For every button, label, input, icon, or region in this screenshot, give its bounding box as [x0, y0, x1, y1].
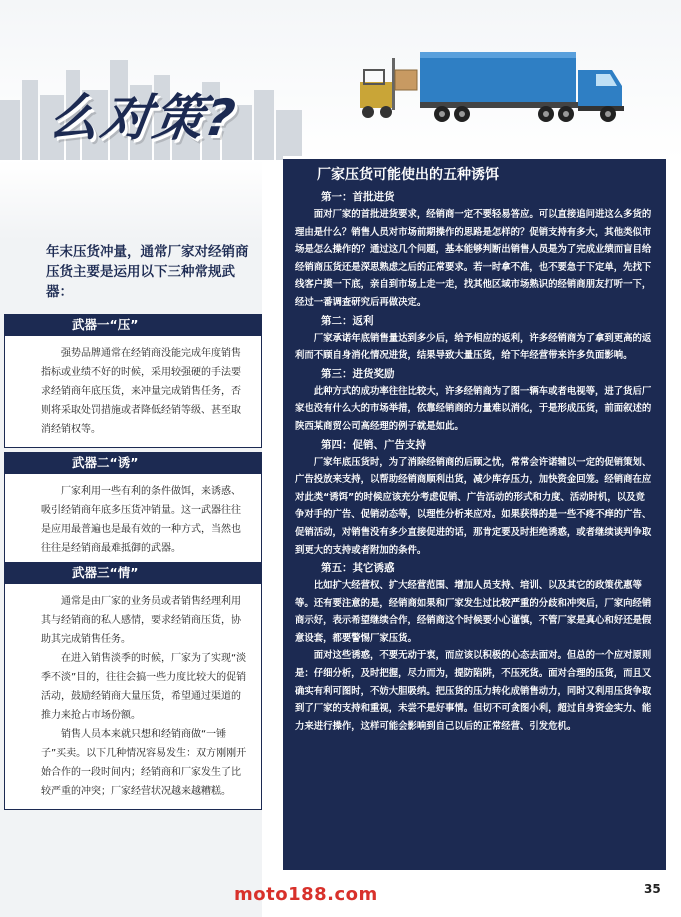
section-paragraph: 面对厂家的首批进货要求，经销商一定不要轻易答应。可以直接追问进这么多货的理由是什么？销售人员对市场前期操作的思路是怎样的？促销支持有多大，其他类似市场是怎么操作的？通过这几个问题，基本能够判断出销售人员是为了完成业绩而盲目给经销商压货还是深思熟虑之后的正常要求。若一时拿不准，也不要急于下定单，先找下线客户摸一下底，亲自到市场上走一走，找其他区域市场熟识的经销商朋友打听一下，经过一番调查研究后再做决定。	[295, 209, 652, 308]
intro-text: 年末压货冲量，通常厂家对经销商压货主要是运用以下三种常规武器：	[46, 244, 249, 300]
weapon-box-1	[4, 314, 262, 448]
section-heading: 第四：促销、广告支持	[321, 438, 426, 451]
weapon-paragraph: 销售人员本来就只想和经销商做“一锤子”买卖。以下几种情况容易发生：双方刚刚开始合作的一段时间内；经销商和厂家发生了比较严重的冲突；厂家经营状况越来越糟糕。	[41, 729, 247, 797]
weapon-paragraph: 强势品牌通常在经销商没能完成年度销售指标或业绩不好的时候，采用较强硬的手法要求经销商年底压货，来冲量完成销售任务，否则将采取处罚措施或者降低经销等级、甚至取消经销权等。	[41, 348, 241, 435]
weapon-box-3	[4, 562, 262, 810]
weapon-paragraph: 在进入销售淡季的时候，厂家为了实现“淡季不淡”目的，往往会搞一些力度比较大的促销活动，鼓励经销商大量压货，希望通过渠道的推力来抢占市场份额。	[41, 653, 247, 721]
weapon-paragraph: 厂家利用一些有利的条件做饵，来诱惑、吸引经销商年底多压货冲销量。这一武器往往是应用最普遍也是最有效的一种方式，当然也往往是经销商最难抵御的武器。	[41, 486, 241, 554]
section-paragraph: 比如扩大经营权、扩大经营范围、增加人员支持、培训、以及其它的政策优惠等等。还有要注意的是，经销商如果和厂家发生过比较严重的分歧和冲突后，厂家向经销商示好，表示希望继续合作，经销商这个时候要小心谨慎，不管厂家是真心和好还是假意设套，都要警惕厂家压货。	[295, 580, 652, 644]
section-paragraph: 厂家承诺年底销售量达到多少后，给予相应的返利，许多经销商为了拿到更高的返利而不顾自身消化情况进货，结果导致大量压货，给下年经营带来许多负面影响。	[295, 332, 652, 362]
weapon-heading: 武器一“压”	[4, 314, 262, 336]
weapon-body	[4, 584, 262, 810]
page-number: 35	[644, 882, 661, 896]
right-panel	[283, 156, 666, 870]
section-paragraph: 厂家年底压货时，为了消除经销商的后顾之忧，常常会许诺辅以一定的促销策划、广告投放来支持，以帮助经销商顺利出货，减少库存压力，加快资金回笼。经销商在应对此类“诱饵”的时候应该充分考虑促销、广告活动的形式和力度、活动时机，以及竞争对手的广告、促销动态等，以理性分析来应对。如果获得的是一些不疼不痒的广告、促销活动，对销售没有多少直接促进的话，那肯定要及时拒绝诱惑，或者继续谈判争取到更大的支持或者附加的条件。	[295, 456, 652, 556]
weapon-box-2	[4, 452, 262, 567]
section-heading: 第二：返利	[321, 314, 374, 327]
truck-forklift-illustration	[360, 40, 640, 130]
section-paragraph: 此种方式的成功率往往比较大，许多经销商为了图一辆车或者电视等，进了货后厂家也没有什么大的市场举措，依靠经销商的力量难以消化，于是形成压货，前面叙述的陕西某商贸公司高经理的例子就是如此。	[295, 385, 652, 432]
section-heading: 第一：首批进货	[321, 191, 395, 203]
section-heading: 第五：其它诱惑	[321, 562, 395, 575]
weapon-body	[4, 474, 262, 567]
title-art: 么对策?	[45, 89, 241, 147]
section-heading: 第三：进货奖励	[321, 367, 395, 380]
weapon-body	[4, 336, 262, 448]
site-watermark: moto188.com	[234, 884, 378, 905]
weapon-paragraph: 通常是由厂家的业务员或者销售经理利用其与经销商的私人感情，要求经销商压货，协助其完成销售任务。	[41, 596, 241, 645]
panel-content	[295, 188, 653, 735]
weapon-heading: 武器二“诱”	[4, 452, 262, 474]
section-paragraph: 面对这些诱惑，不要无动于衷，而应该以积极的心态去面对。但总的一个应对原则是：仔细分析，及时把握，尽力而为，提防陷阱，不压死货。面对合理的压货，而且又确实有利可图时，不妨大胆吸纳。把压货的压力转化成销售动力，同时又利用压货争取到了厂家的支持和重视，未尝不是好事情。但切不可贪图小利，超过自身资金实力、能力来进行操作，这样可能会影响到自己以后的正常经营、引发危机。	[295, 650, 652, 732]
hero-banner	[0, 0, 681, 160]
weapon-heading: 武器三“情”	[4, 562, 262, 584]
panel-title: 厂家压货可能使出的五种诱饵	[317, 167, 499, 183]
